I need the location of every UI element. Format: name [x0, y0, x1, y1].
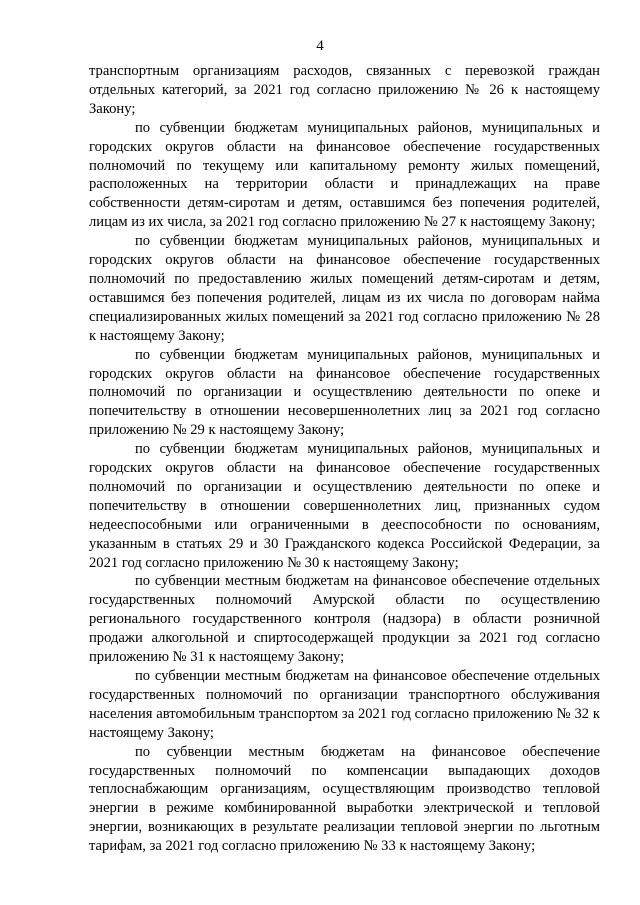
- paragraph: по субвенции местным бюджетам на финансовое обеспечение отдельных государственных полномочий Амурской области по осуществлению регионального государственного контроля (надзора) в области розничной продажи алкогольной и спиртосодержащей продукции за 2021 год согласно приложению № 31 к настоящему Закону;: [89, 573, 600, 666]
- paragraph-continued: транспортным организациям расходов, связанных с перевозкой граждан отдельных категорий, за 2021 год согласно приложению № 26 к настоящему Закону;: [89, 63, 600, 117]
- paragraph: по субвенции бюджетам муниципальных районов, муниципальных и городских округов области на финансовое обеспечение государственных полномочий по организации и осуществлению деятельности по опеке и попечительству в отношении совершеннолетних лиц, признанных судом недееспособными или ограниченными в дееспособности по основаниям, указанным в статьях 29 и 30 Гражданского кодекса Российской Федерации, за 2021 год согласно приложению № 30 к настоящему Закону;: [89, 441, 600, 571]
- document-body: [89, 62, 600, 856]
- paragraph: по субвенции местным бюджетам на финансовое обеспечение государственных полномочий по компенсации выпадающих доходов теплоснабжающим организациям, осуществляющим производство тепловой энергии в режиме комбинированной выработки электрической и тепловой энергии, возникающих в результате реализации тепловой энергии по льготным тарифам, за 2021 год согласно приложению № 33 к настоящему Закону;: [89, 743, 600, 855]
- paragraph: по субвенции местным бюджетам на финансовое обеспечение отдельных государственных полномочий по организации транспортного обслуживания населения автомобильным транспортом за 2021 год согласно приложению № 32 к настоящему Закону;: [89, 668, 600, 741]
- paragraph: по субвенции бюджетам муниципальных районов, муниципальных и городских округов области на финансовое обеспечение государственных полномочий по организации и осуществлению деятельности по опеке и попечительству в отношении несовершеннолетних лиц за 2021 год согласно приложению № 29 к настоящему Закону;: [89, 346, 600, 439]
- page-number: 4: [316, 38, 324, 54]
- paragraph: по субвенции бюджетам муниципальных районов, муниципальных и городских округов области на финансовое обеспечение государственных полномочий по текущему или капитальному ремонту жилых помещений, расположенных на территории области и принадлежащих на праве собственности детям-сиротам и детям, оставшимся без попечения родителей, лицам из их числа, за 2021 год согласно приложению № 27 к настоящему Закону;: [89, 119, 600, 231]
- paragraph: по субвенции бюджетам муниципальных районов, муниципальных и городских округов области на финансовое обеспечение государственных полномочий по предоставлению жилых помещений детям-сиротам и детям, оставшимся без попечения родителей, лицам из их числа по договорам найма специализированных жилых помещений за 2021 год согласно приложению № 28 к настоящему Закону;: [89, 233, 600, 344]
